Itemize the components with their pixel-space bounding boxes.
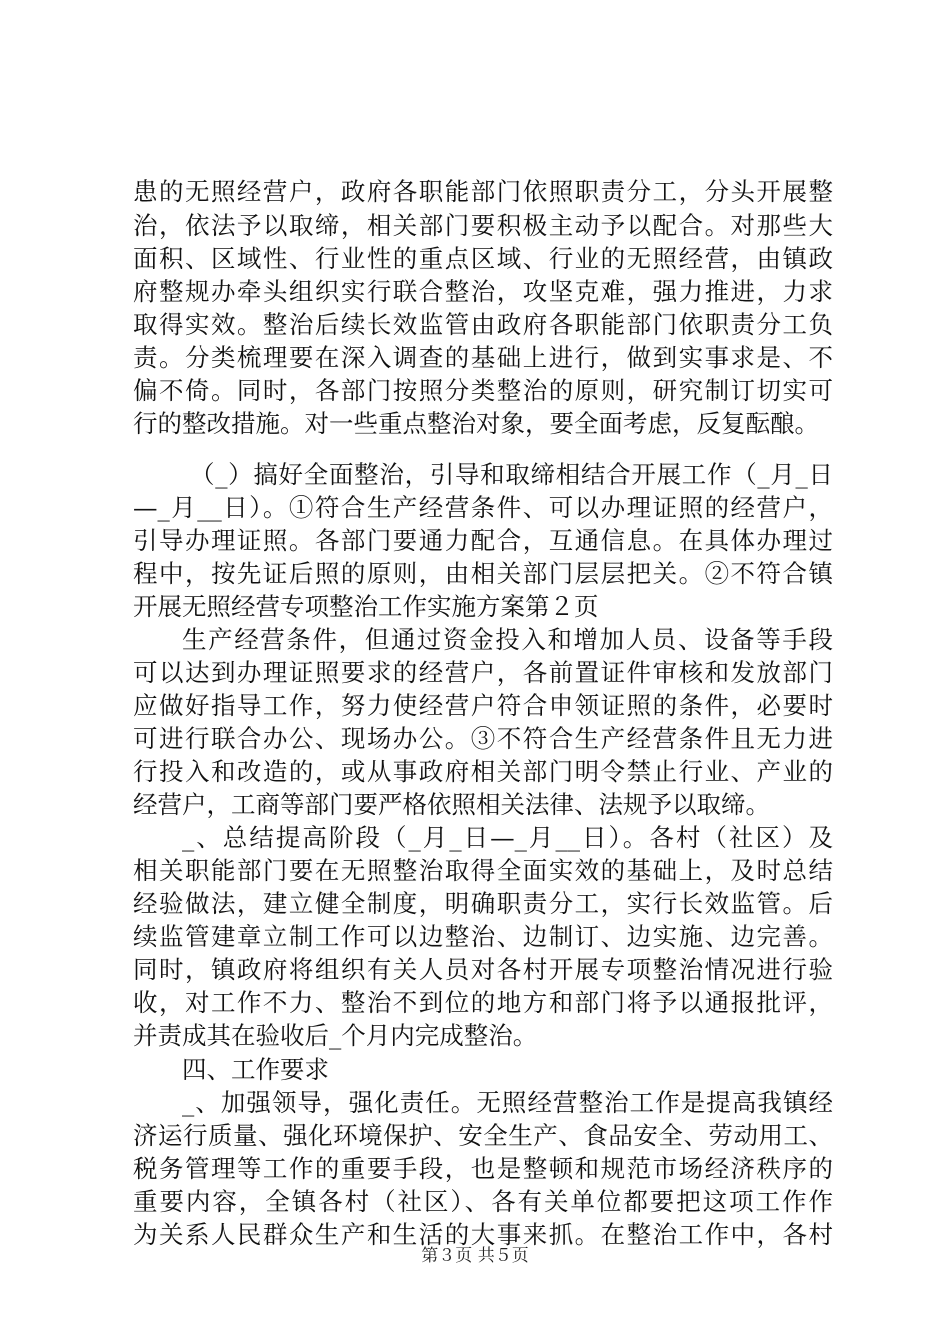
text-line: _、加强领导，强化责任。无照经营整治工作是提高我镇经 [182, 1088, 833, 1117]
text-line: —_月__日）。①符合生产经营条件、可以办理证照的经营户， [133, 493, 833, 522]
text-line: 四、工作要求 [182, 1055, 329, 1084]
text-line: 行的整改措施。对一些重点整治对象，要全面考虑，反复酝酿。 [133, 409, 819, 438]
text-line: 经营户，工商等部门要严格依照相关法律、法规予以取缔。 [133, 790, 770, 819]
text-line: 生产经营条件，但通过资金投入和增加人员、设备等手段 [182, 625, 833, 654]
text-line: 济运行质量、强化环境保护、安全生产、食品安全、劳动用工、 [133, 1121, 833, 1150]
text-line: 治，依法予以取缔，相关部门要积极主动予以配合。对那些大 [133, 211, 833, 240]
text-line: 可进行联合办公、现场办公。③不符合生产经营条件且无力进 [133, 724, 833, 753]
text-line: 为关系人民群众生产和生活的大事来抓。在整治工作中，各村 [133, 1220, 833, 1249]
page-footer: 第３页 共５页 [421, 1246, 529, 1266]
text-line: （_）搞好全面整治，引导和取缔相结合开展工作（_月_日 [190, 460, 833, 489]
text-line: 经验做法，建立健全制度，明确职责分工，实行长效监管。后 [133, 889, 833, 918]
text-line: 可以达到办理证照要求的经营户，各前置证件审核和发放部门 [133, 658, 833, 687]
text-line: 偏不倚。同时，各部门按照分类整治的原则，研究制订切实可 [133, 376, 833, 405]
text-line: 同时，镇政府将组织有关人员对各村开展专项整治情况进行验 [133, 955, 833, 984]
text-line: 并责成其在验收后_个月内完成整治。 [133, 1021, 538, 1050]
text-line: _、总结提高阶段（_月_日—_月__日）。各村（社区）及 [182, 823, 833, 852]
text-line: 府整规办牵头组织实行联合整治，攻坚克难，强力推进，力求 [133, 277, 833, 306]
text-line: 程中，按先证后照的原则，由相关部门层层把关。②不符合镇 [133, 559, 833, 588]
text-line: 取得实效。整治后续长效监管由政府各职能部门依职责分工负 [133, 310, 833, 339]
text-line: 开展无照经营专项整治工作实施方案第２页 [133, 592, 599, 621]
text-line: 相关职能部门要在无照整治取得全面实效的基础上，及时总结 [133, 856, 833, 885]
text-line: 患的无照经营户，政府各职能部门依照职责分工，分头开展整 [133, 177, 833, 206]
text-line: 税务管理等工作的重要手段，也是整顿和规范市场经济秩序的 [133, 1154, 833, 1183]
text-line: 收，对工作不力、整治不到位的地方和部门将予以通报批评， [133, 988, 833, 1017]
text-line: 引导办理证照。各部门要通力配合，互通信息。在具体办理过 [133, 526, 833, 555]
text-line: 行投入和改造的，或从事政府相关部门明令禁止行业、产业的 [133, 757, 833, 786]
text-line: 重要内容，全镇各村（社区）、各有关单位都要把这项工作作 [133, 1187, 833, 1216]
text-line: 责。分类梳理要在深入调查的基础上进行，做到实事求是、不 [133, 343, 833, 372]
text-line: 应做好指导工作，努力使经营户符合申领证照的条件，必要时 [133, 691, 833, 720]
text-line: 续监管建章立制工作可以边整治、边制订、边实施、边完善。 [133, 922, 833, 951]
text-line: 面积、区域性、行业性的重点区域、行业的无照经营，由镇政 [133, 244, 833, 273]
